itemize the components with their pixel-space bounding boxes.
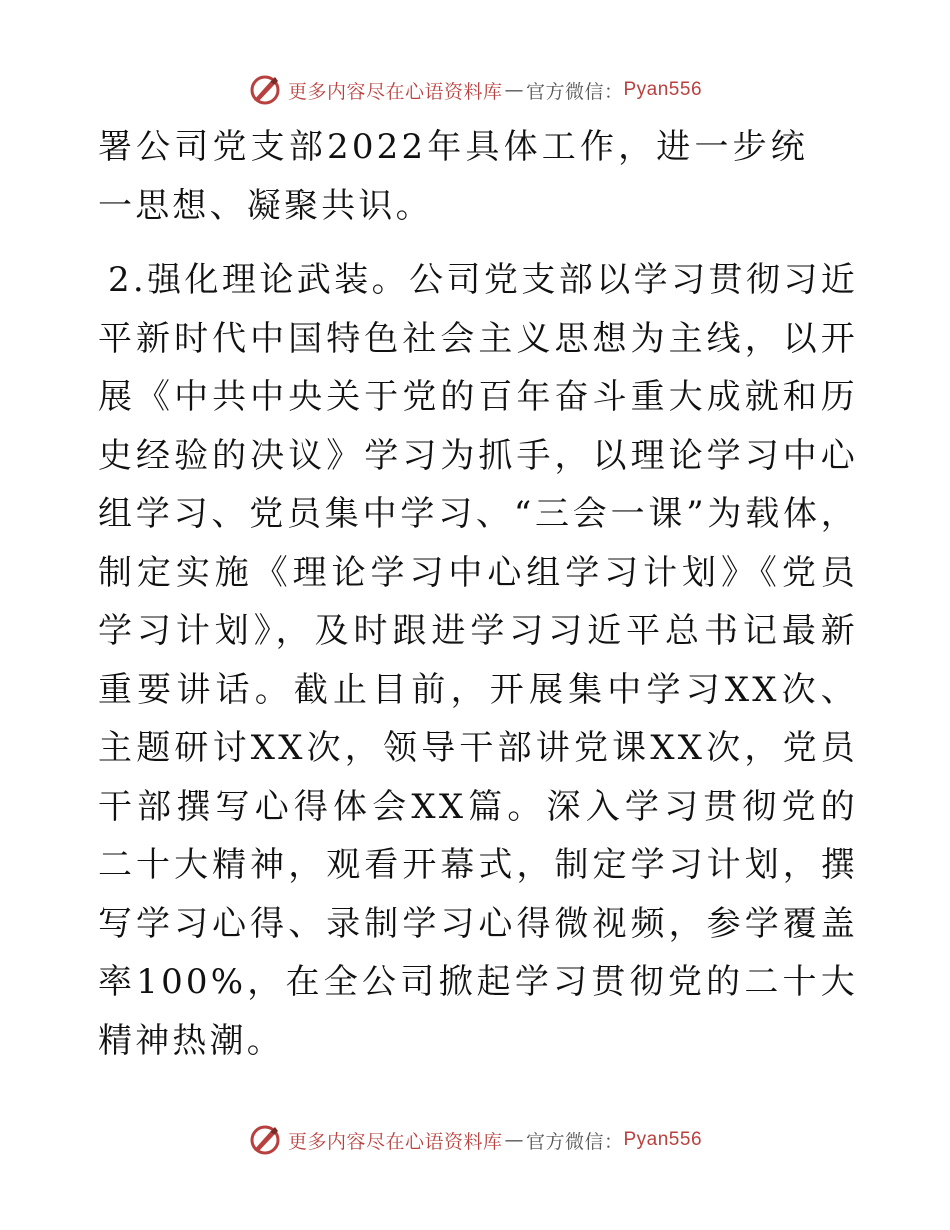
- document-body: [98, 118, 858, 1070]
- header-wechat-id: Pyan556: [623, 79, 703, 100]
- header-wechat-label: 官方微信：: [525, 80, 624, 103]
- header-banner-text: 更多内容尽在心语资料库: [287, 80, 503, 103]
- header-banner-separator: —: [504, 79, 524, 101]
- footer-banner-text: 更多内容尽在心语资料库: [287, 1130, 503, 1153]
- pen-circle-logo-icon: [248, 73, 282, 107]
- header-banner: [0, 70, 950, 110]
- paragraph-1: 署公司党支部2022年具体工作，进一步统一思想、凝聚共识。: [98, 127, 808, 226]
- footer-wechat-label: 官方微信：: [525, 1130, 624, 1153]
- paragraph-2: 2.强化理论武装。公司党支部以学习贯彻习近平新时代中国特色社会主义思想为主线，以开展《中共中央关于党的百年奋斗重大成就和历史经验的决议》学习为抓手，以理论学习中心组学习、党员集中学习、“三会一课”为载体，制定实施《理论学习中心组学习计划》《党员学习计划》，及时跟进学习习近平总书记最新重要讲话。截止目前，开展集中学习XX次、主题研讨XX次，领导干部讲党课XX次，党员干部撰写心得体会XX篇。深入学习贯彻党的二十大精神，观看开幕式，制定学习计划，撰写学习心得、录制学习心得微视频，参学覆盖率100%，在全公司掀起学习贯彻党的二十大精神热潮。: [98, 260, 858, 1061]
- footer-banner: [0, 1120, 950, 1160]
- footer-banner-separator: —: [504, 1129, 524, 1151]
- pen-circle-logo-icon: [248, 1123, 282, 1157]
- footer-wechat-id: Pyan556: [623, 1129, 703, 1150]
